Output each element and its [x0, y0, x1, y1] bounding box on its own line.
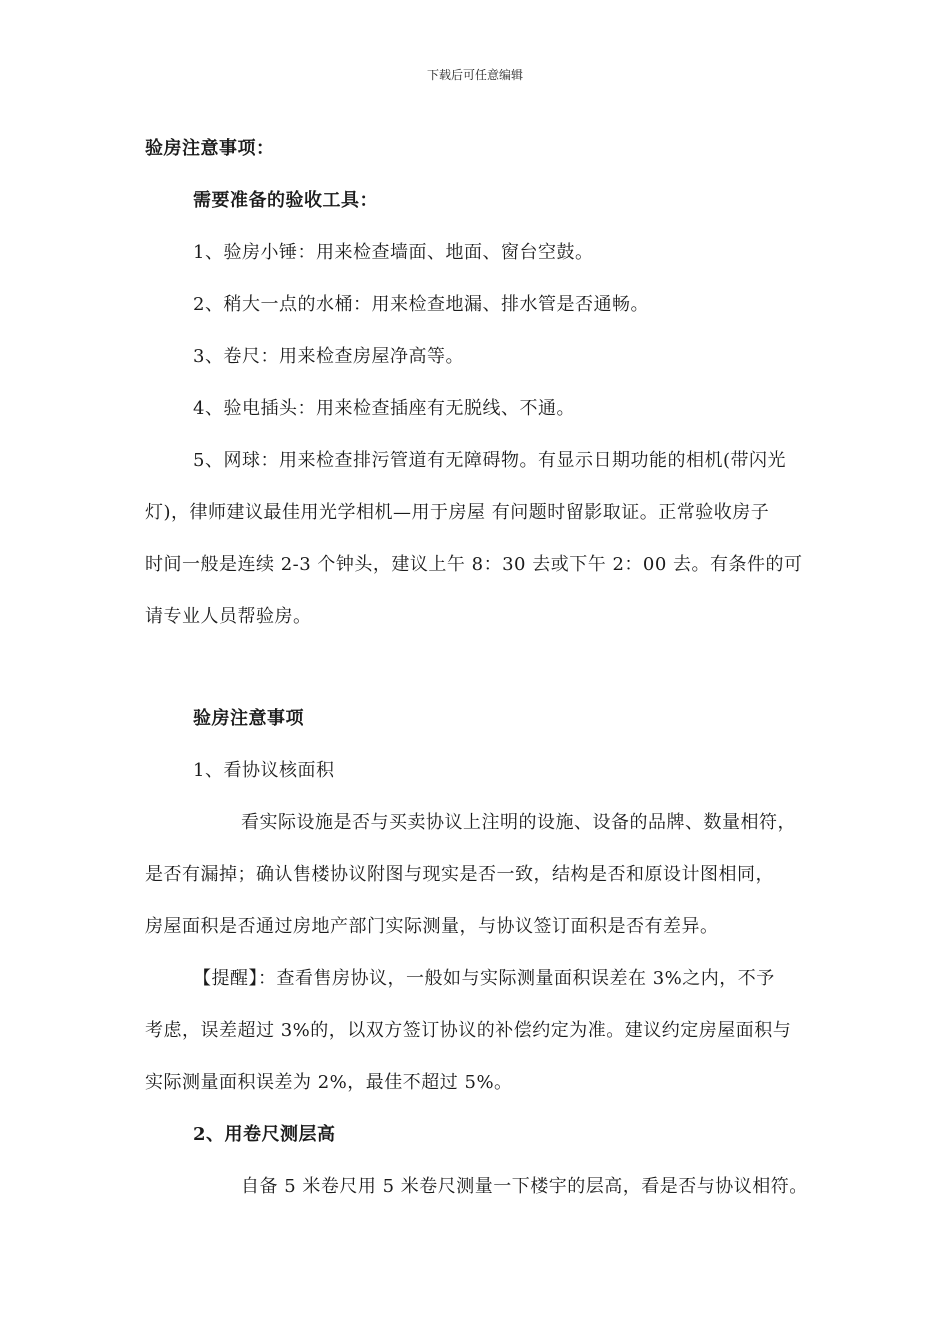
reminder-line: 考虑，误差超过 3%的，以双方签订协议的补偿约定为准。建议约定房屋面积与	[145, 1020, 792, 1041]
tool-item-tape: 3、卷尺：用来检查房屋净高等。	[193, 346, 464, 367]
item1-body-line: 是否有漏掉；确认售楼协议附图与现实是否一致，结构是否和原设计图相同，	[145, 864, 774, 885]
tools-continuation-line: 时间一般是连续 2-3 个钟头，建议上午 8：30 去或下午 2：00 去。有条件的可	[145, 554, 803, 575]
tools-continuation-line: 请专业人员帮验房。	[145, 606, 312, 627]
item2-title: 2、用卷尺测层高	[193, 1124, 336, 1145]
item1-body-line: 看实际设施是否与买卖协议上注明的设施、设备的品牌、数量相符，	[241, 812, 796, 833]
tools-heading: 需要准备的验收工具：	[193, 190, 378, 211]
page-header: 下载后可任意编辑	[426, 68, 523, 82]
tool-item-ball: 5、网球：用来检查排污管道有无障碍物。有显示日期功能的相机(带闪光	[193, 450, 786, 471]
reminder-line: 实际测量面积误差为 2%，最佳不超过 5%。	[145, 1072, 513, 1093]
item2-body: 自备 5 米卷尺用 5 米卷尺测量一下楼宇的层高，看是否与协议相符。	[241, 1176, 808, 1197]
tool-item-bucket: 2、稍大一点的水桶：用来检查地漏、排水管是否通畅。	[193, 294, 649, 315]
section2-heading: 验房注意事项	[193, 708, 304, 729]
reminder-line: 【提醒】：查看售房协议，一般如与实际测量面积误差在 3%之内，不予	[193, 968, 775, 989]
tool-item-plug: 4、验电插头：用来检查插座有无脱线、不通。	[193, 398, 575, 419]
tool-item-hammer: 1、验房小锤：用来检查墙面、地面、窗台空鼓。	[193, 242, 594, 263]
document-title: 验房注意事项：	[145, 138, 275, 159]
item1-body-line: 房屋面积是否通过房地产部门实际测量，与协议签订面积是否有差异。	[145, 916, 719, 937]
tools-continuation-line: 灯)，律师建议最佳用光学相机—用于房屋 有问题时留影取证。正常验收房子	[145, 502, 770, 523]
item1-title: 1、看协议核面积	[193, 760, 335, 781]
